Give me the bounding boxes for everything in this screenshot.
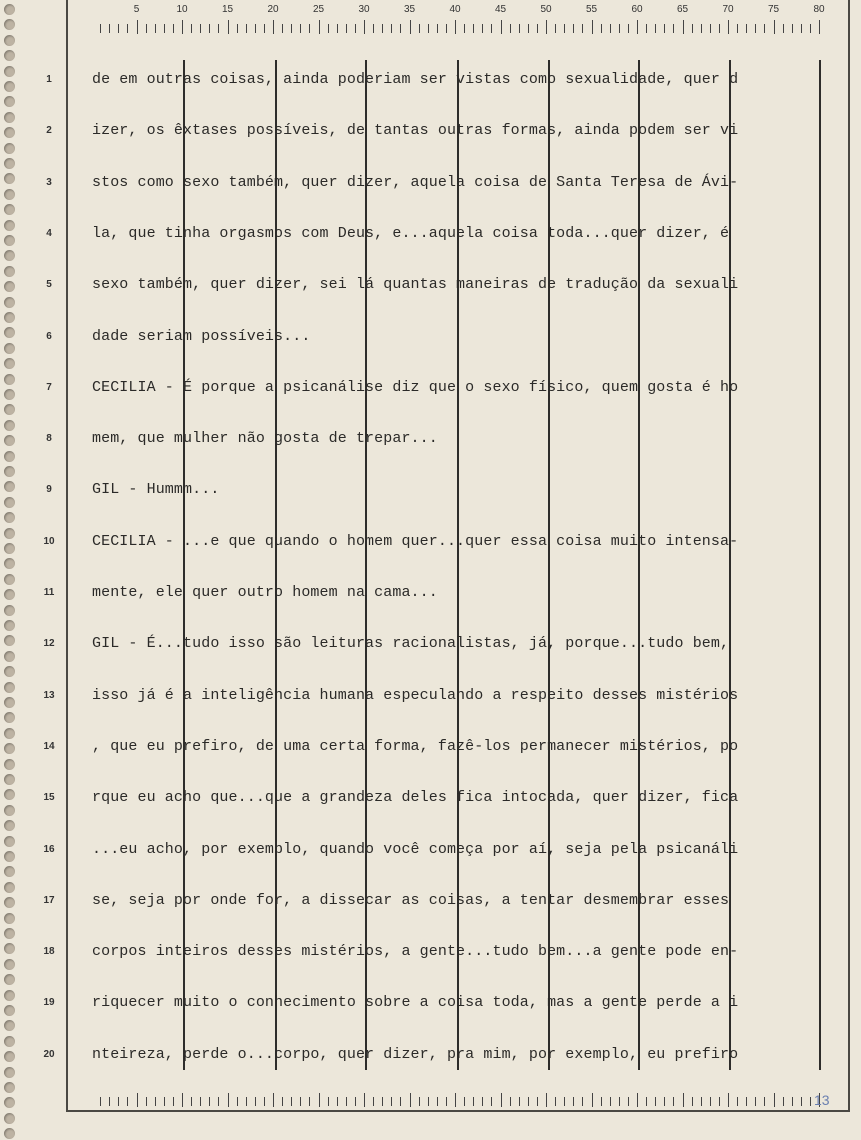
transcript-line: nteireza, perde o...corpo, quer dizer, pra mim, por exemplo, eu prefiro	[92, 1045, 739, 1063]
ruler-tick	[173, 1097, 174, 1106]
line-number: 15	[43, 792, 55, 804]
transcript-line: CECILIA - É porque a psicanálise diz que o sexo físico, quem gosta é ho	[92, 378, 739, 396]
ruler-tick	[246, 1097, 247, 1106]
line-number: 18	[43, 946, 55, 958]
binder-hole	[4, 836, 15, 847]
ruler-number: 20	[267, 4, 279, 15]
transcript-line: de em outras coisas, ainda poderiam ser vistas como sexualidade, quer d	[92, 71, 739, 88]
binder-hole	[4, 389, 15, 400]
transcript-line: stos como sexo também, quer dizer, aquela coisa de Santa Teresa de Ávi-	[92, 173, 739, 191]
transcript-line: dade seriam possíveis...	[92, 327, 311, 345]
binder-hole	[4, 682, 15, 693]
line-number: 7	[46, 381, 52, 393]
binder-hole	[4, 851, 15, 862]
ruler-number: 75	[767, 4, 780, 15]
ruler-tick	[382, 24, 383, 33]
ruler-tick	[273, 1093, 274, 1107]
ruler-tick	[346, 24, 347, 33]
ruler-tick	[783, 24, 784, 33]
ruler-tick	[246, 24, 247, 33]
ruler-tick	[573, 1097, 574, 1106]
ruler-tick	[400, 24, 401, 33]
binder-hole	[4, 312, 15, 323]
ruler-tick	[455, 20, 456, 34]
ruler-tick	[182, 20, 183, 34]
ruler-tick	[300, 24, 301, 33]
ruler-tick	[764, 1097, 765, 1106]
ruler-tick	[501, 1093, 502, 1107]
ruler-tick	[592, 20, 593, 34]
line-number: 12	[43, 638, 55, 650]
ruler-number: 15	[221, 4, 234, 15]
transcript-line: corpos inteiros desses mistérios, a gente...tudo bem...a gente pode en-	[92, 943, 739, 961]
ruler-tick	[319, 20, 320, 34]
ruler-tick	[355, 24, 356, 33]
binder-hole	[4, 574, 15, 585]
ruler-tick	[601, 24, 602, 33]
binder-hole	[4, 589, 15, 600]
ruler-tick	[282, 24, 283, 33]
ruler-tick	[528, 1097, 529, 1106]
ruler-tick	[346, 1097, 347, 1106]
binder-hole	[4, 327, 15, 338]
ruler-tick	[164, 24, 165, 33]
ruler-tick	[228, 20, 229, 34]
ruler-tick	[792, 24, 793, 33]
binder-hole	[4, 497, 15, 508]
transcript-line: isso já é a inteligência humana especulando a respeito desses mistérios	[92, 686, 739, 704]
ruler-tick	[291, 24, 292, 33]
binder-hole	[4, 466, 15, 477]
ruler-tick	[755, 1097, 756, 1106]
binder-hole	[4, 1020, 15, 1031]
binder-hole	[4, 1036, 15, 1047]
ruler-tick	[382, 1097, 383, 1106]
ruler-tick	[619, 1097, 620, 1106]
ruler-tick	[619, 24, 620, 33]
ruler-tick	[582, 1097, 583, 1106]
binder-hole	[4, 127, 15, 138]
column-guide-line	[275, 60, 277, 1070]
ruler-tick	[519, 1097, 520, 1106]
ruler-tick	[473, 1097, 474, 1106]
ruler-tick	[719, 24, 720, 33]
ruler-tick	[473, 24, 474, 33]
binder-hole	[4, 666, 15, 677]
binder-hole	[4, 697, 15, 708]
binder-hole	[4, 805, 15, 816]
ruler-tick	[209, 24, 210, 33]
ruler-tick	[109, 1097, 110, 1106]
ruler-tick	[464, 24, 465, 33]
ruler-tick	[810, 1097, 811, 1106]
ruler-tick	[582, 24, 583, 33]
binder-hole	[4, 220, 15, 231]
ruler-tick	[628, 1097, 629, 1106]
ruler-tick	[273, 20, 274, 34]
ruler-tick	[655, 1097, 656, 1106]
ruler-tick	[537, 24, 538, 33]
ruler-tick	[692, 1097, 693, 1106]
frame-right-border	[848, 0, 850, 1112]
ruler-tick	[491, 1097, 492, 1106]
top-ruler	[0, 0, 861, 40]
ruler-tick	[146, 24, 147, 33]
ruler-tick	[801, 24, 802, 33]
ruler-tick	[737, 1097, 738, 1106]
transcript-line: mente, ele quer outro homem na cama...	[92, 584, 438, 601]
binder-hole	[4, 743, 15, 754]
ruler-tick	[737, 24, 738, 33]
binder-hole	[4, 81, 15, 92]
ruler-tick	[555, 1097, 556, 1106]
transcript-line: izer, os êxtases possíveis, de tantas outras formas, ainda podem ser vi	[92, 122, 739, 140]
column-guide-line	[638, 60, 640, 1070]
binder-hole	[4, 943, 15, 954]
binder-hole	[4, 974, 15, 985]
ruler-tick	[701, 1097, 702, 1106]
binder-hole	[4, 343, 15, 354]
ruler-tick	[137, 1093, 138, 1107]
transcript-line: CECILIA - ...e que quando o homem quer...quer essa coisa muito intensa-	[92, 532, 739, 550]
ruler-tick	[164, 1097, 165, 1106]
ruler-tick	[428, 24, 429, 33]
ruler-tick	[100, 1097, 101, 1106]
ruler-tick	[537, 1097, 538, 1106]
transcript-line: ...eu acho, por exemplo, quando você começa por aí, seja pela psicanáli	[92, 840, 739, 858]
binder-hole	[4, 635, 15, 646]
binder-hole	[4, 913, 15, 924]
transcript-line: la, que tinha orgasmos com Deus, e...aquela coisa toda...quer dizer, é	[92, 224, 730, 242]
ruler-tick	[728, 1093, 729, 1107]
binder-hole	[4, 404, 15, 415]
ruler-tick	[564, 1097, 565, 1106]
binder-hole	[4, 528, 15, 539]
frame-left-border	[66, 0, 68, 1112]
ruler-tick	[355, 1097, 356, 1106]
ruler-tick	[255, 24, 256, 33]
ruler-number: 80	[813, 4, 825, 15]
binder-hole	[4, 235, 15, 246]
ruler-tick	[155, 24, 156, 33]
ruler-tick	[264, 24, 265, 33]
binder-hole	[4, 728, 15, 739]
ruler-tick	[364, 20, 365, 34]
line-number: 6	[46, 330, 52, 342]
ruler-tick	[710, 1097, 711, 1106]
page-number-mark: 13	[814, 1092, 830, 1108]
ruler-tick	[673, 24, 674, 33]
ruler-tick	[437, 24, 438, 33]
ruler-tick	[464, 1097, 465, 1106]
ruler-tick	[783, 1097, 784, 1106]
ruler-tick	[237, 1097, 238, 1106]
line-number: 19	[43, 997, 55, 1009]
ruler-tick	[528, 24, 529, 33]
ruler-tick	[728, 20, 729, 34]
binder-hole	[4, 897, 15, 908]
ruler-tick	[446, 24, 447, 33]
ruler-tick	[664, 24, 665, 33]
ruler-tick	[673, 1097, 674, 1106]
binder-hole	[4, 620, 15, 631]
transcript-line: , que eu prefiro, de uma certa forma, fazê-los permanecer mistérios, po	[92, 737, 739, 755]
ruler-number: 55	[585, 4, 598, 15]
ruler-tick	[637, 1093, 638, 1107]
line-number: 13	[43, 689, 55, 701]
ruler-tick	[564, 24, 565, 33]
ruler-tick	[792, 1097, 793, 1106]
binder-hole	[4, 50, 15, 61]
ruler-tick	[300, 1097, 301, 1106]
ruler-tick	[482, 24, 483, 33]
ruler-tick	[146, 1097, 147, 1106]
ruler-tick	[710, 24, 711, 33]
line-number: 1	[46, 74, 52, 85]
ruler-tick	[501, 20, 502, 34]
ruler-tick	[364, 1093, 365, 1107]
binder-hole	[4, 543, 15, 554]
binder-hole	[4, 882, 15, 893]
column-guide-line	[548, 60, 550, 1070]
transcript-line: se, seja por onde for, a dissecar as coisas, a tentar desmembrar esses	[92, 891, 730, 909]
ruler-tick	[510, 24, 511, 33]
ruler-tick	[555, 24, 556, 33]
ruler-tick	[746, 1097, 747, 1106]
binder-hole	[4, 435, 15, 446]
ruler-number: 5	[133, 4, 140, 15]
line-number: 8	[46, 433, 52, 445]
ruler-number: 60	[631, 4, 643, 15]
bottom-ruler	[0, 1088, 861, 1112]
ruler-tick	[692, 24, 693, 33]
binder-hole	[4, 605, 15, 616]
ruler-tick	[118, 1097, 119, 1106]
binder-hole	[4, 374, 15, 385]
column-guide-line	[729, 60, 731, 1070]
transcript-line: riquecer muito o conhecimento sobre a coisa toda, mas a gente perde a i	[92, 994, 739, 1012]
ruler-tick	[810, 24, 811, 33]
ruler-number: 25	[312, 4, 325, 15]
binder-hole	[4, 512, 15, 523]
ruler-tick	[628, 24, 629, 33]
ruler-tick	[646, 24, 647, 33]
ruler-tick	[546, 1093, 547, 1107]
transcript-line: sexo também, quer dizer, sei lá quantas maneiras de tradução da sexuali	[92, 276, 739, 294]
ruler-tick	[746, 24, 747, 33]
binder-hole	[4, 1067, 15, 1078]
ruler-tick	[218, 1097, 219, 1106]
binder-hole	[4, 959, 15, 970]
ruler-number: 70	[722, 4, 734, 15]
ruler-tick	[410, 20, 411, 34]
ruler-tick	[701, 24, 702, 33]
transcript-line: GIL - É...tudo isso são leituras racionalistas, já, porque...tudo bem,	[92, 635, 730, 653]
ruler-tick	[391, 24, 392, 33]
binder-hole	[4, 712, 15, 723]
ruler-tick	[400, 1097, 401, 1106]
ruler-tick	[237, 24, 238, 33]
column-guide-line	[457, 60, 459, 1070]
ruler-tick	[655, 24, 656, 33]
ruler-tick	[137, 20, 138, 34]
binder-hole	[4, 112, 15, 123]
binder-hole	[4, 66, 15, 77]
binder-hole	[4, 651, 15, 662]
binder-hole	[4, 158, 15, 169]
ruler-tick	[337, 24, 338, 33]
ruler-tick	[200, 1097, 201, 1106]
binder-hole	[4, 1005, 15, 1016]
ruler-number: 30	[358, 4, 370, 15]
ruler-number: 40	[449, 4, 461, 15]
binder-hole	[4, 928, 15, 939]
ruler-tick	[637, 20, 638, 34]
ruler-tick	[191, 24, 192, 33]
ruler-tick	[510, 1097, 511, 1106]
ruler-tick	[109, 24, 110, 33]
line-number: 11	[43, 587, 55, 598]
line-number: 2	[46, 125, 52, 137]
ruler-tick	[683, 20, 684, 34]
line-number: 20	[43, 1048, 55, 1060]
binder-hole	[4, 481, 15, 492]
line-number: 17	[43, 894, 55, 906]
transcript-line: GIL - Hummm...	[92, 481, 220, 499]
binder-hole	[4, 204, 15, 215]
ruler-tick	[546, 20, 547, 34]
binder-holes	[0, 0, 22, 1140]
binder-hole	[4, 266, 15, 277]
ruler-tick	[291, 1097, 292, 1106]
line-number: 10	[43, 535, 55, 547]
binder-hole	[4, 1051, 15, 1062]
ruler-tick	[319, 1093, 320, 1107]
ruler-tick	[419, 1097, 420, 1106]
ruler-tick	[419, 24, 420, 33]
ruler-tick	[200, 24, 201, 33]
binder-hole	[4, 189, 15, 200]
column-guide-line	[819, 60, 821, 1070]
column-guide-line	[365, 60, 367, 1070]
transcript-line: rque eu acho que...que a grandeza deles fica intocada, quer dizer, fica	[92, 789, 739, 807]
ruler-tick	[391, 1097, 392, 1106]
ruler-tick	[182, 1093, 183, 1107]
ruler-tick	[491, 24, 492, 33]
ruler-tick	[719, 1097, 720, 1106]
ruler-tick	[819, 20, 820, 34]
ruler-number: 50	[540, 4, 552, 15]
ruler-tick	[209, 1097, 210, 1106]
binder-hole	[4, 173, 15, 184]
binder-hole	[4, 250, 15, 261]
line-number: 14	[43, 740, 55, 752]
ruler-tick	[774, 20, 775, 34]
ruler-tick	[573, 24, 574, 33]
ruler-number: 65	[676, 4, 689, 15]
binder-hole	[4, 789, 15, 800]
ruler-tick	[373, 1097, 374, 1106]
binder-hole	[4, 96, 15, 107]
binder-hole	[4, 774, 15, 785]
ruler-tick	[610, 1097, 611, 1106]
binder-hole	[4, 558, 15, 569]
ruler-tick	[337, 1097, 338, 1106]
binder-hole	[4, 1128, 15, 1139]
binder-hole	[4, 866, 15, 877]
binder-hole	[4, 297, 15, 308]
binder-hole	[4, 820, 15, 831]
ruler-tick	[328, 1097, 329, 1106]
line-number: 3	[46, 176, 52, 188]
binder-hole	[4, 990, 15, 1001]
ruler-tick	[683, 1093, 684, 1107]
ruler-tick	[373, 24, 374, 33]
line-number: 4	[46, 227, 52, 239]
ruler-tick	[610, 24, 611, 33]
binder-hole	[4, 281, 15, 292]
ruler-tick	[601, 1097, 602, 1106]
line-number: 5	[46, 279, 52, 291]
ruler-tick	[191, 1097, 192, 1106]
binder-hole	[4, 358, 15, 369]
ruler-tick	[755, 24, 756, 33]
ruler-tick	[437, 1097, 438, 1106]
ruler-tick	[264, 1097, 265, 1106]
ruler-tick	[155, 1097, 156, 1106]
ruler-tick	[519, 24, 520, 33]
ruler-tick	[774, 1093, 775, 1107]
column-guide-line	[183, 60, 185, 1070]
ruler-tick	[100, 24, 101, 33]
line-number: 16	[43, 843, 55, 855]
ruler-tick	[218, 24, 219, 33]
ruler-tick	[455, 1093, 456, 1107]
binder-hole	[4, 759, 15, 770]
line-number: 9	[46, 484, 52, 496]
ruler-tick	[127, 24, 128, 33]
ruler-tick	[309, 24, 310, 33]
binder-hole	[4, 451, 15, 462]
ruler-number: 45	[494, 4, 507, 15]
binder-hole	[4, 420, 15, 431]
ruler-tick	[328, 24, 329, 33]
binder-hole	[4, 1113, 15, 1124]
ruler-tick	[173, 24, 174, 33]
ruler-tick	[592, 1093, 593, 1107]
binder-hole	[4, 143, 15, 154]
ruler-tick	[309, 1097, 310, 1106]
ruler-tick	[482, 1097, 483, 1106]
ruler-tick	[664, 1097, 665, 1106]
transcript-line: mem, que mulher não gosta de trepar...	[92, 430, 438, 448]
ruler-number: 35	[403, 4, 416, 15]
ruler-tick	[646, 1097, 647, 1106]
ruler-tick	[228, 1093, 229, 1107]
ruler-tick	[428, 1097, 429, 1106]
ruler-tick	[410, 1093, 411, 1107]
ruler-tick	[255, 1097, 256, 1106]
ruler-tick	[801, 1097, 802, 1106]
ruler-tick	[282, 1097, 283, 1106]
ruler-tick	[127, 1097, 128, 1106]
ruler-number: 10	[176, 4, 188, 15]
ruler-tick	[118, 24, 119, 33]
ruler-tick	[764, 24, 765, 33]
ruler-tick	[446, 1097, 447, 1106]
